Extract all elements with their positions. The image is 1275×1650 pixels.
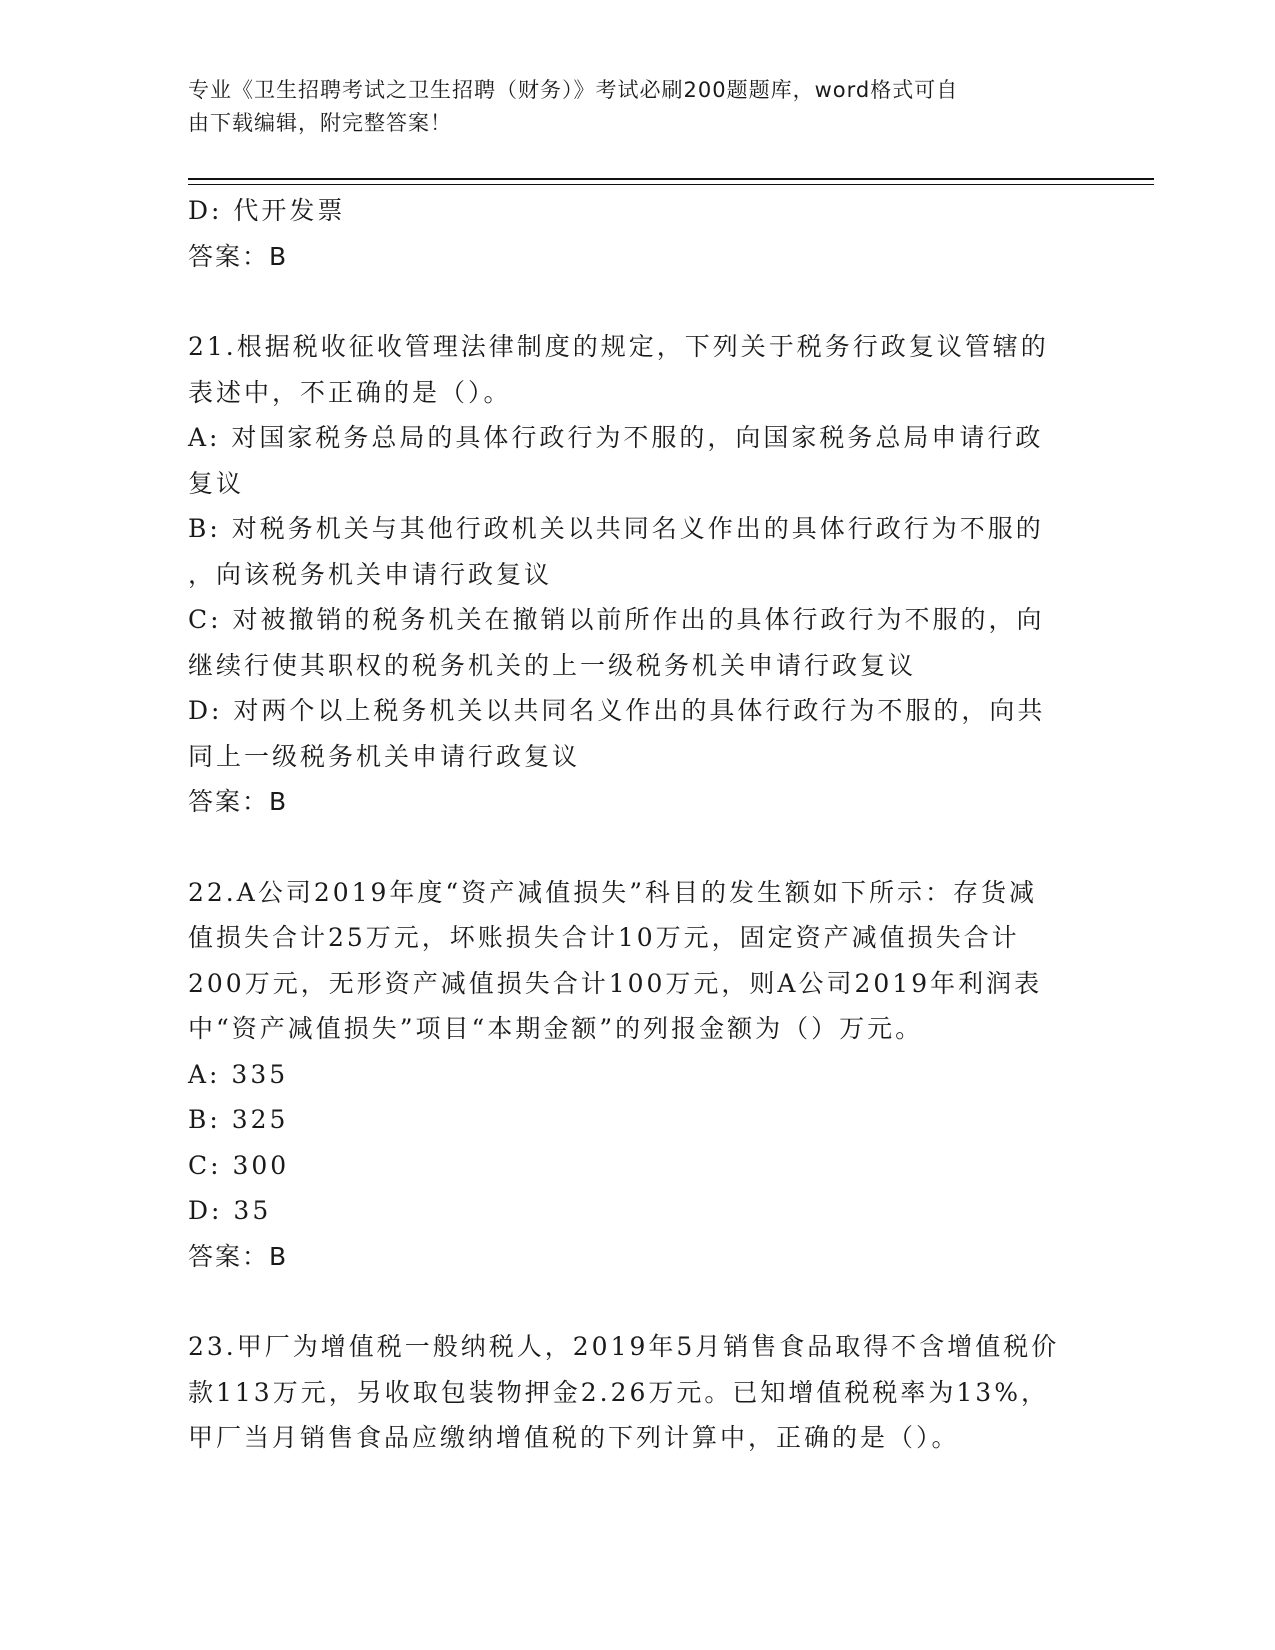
spacer — [188, 279, 1088, 324]
prev-option-d: D: 代开发票 — [188, 196, 346, 225]
question-content — [188, 188, 1088, 1461]
question-21 — [188, 324, 1088, 825]
question-stem-line: 中“资产减值损失”项目“本期金额”的列报金额为（）万元。 — [188, 1014, 924, 1043]
option-a-line: A: 对国家税务总局的具体行政行为不服的，向国家税务总局申请行政 — [188, 423, 1044, 452]
spacer — [188, 825, 1088, 870]
option-c-line: C: 300 — [188, 1150, 290, 1180]
header-line: 专业《卫生招聘考试之卫生招聘（财务）》考试必刷200题题库，word格式可自 — [188, 78, 959, 102]
option-c-line: 继续行使其职权的税务机关的上一级税务机关申请行政复议 — [188, 650, 917, 680]
question-stem-line: 值损失合计25万元，坏账损失合计10万元，固定资产减值损失合计 — [188, 923, 1020, 952]
question-22 — [188, 870, 1088, 1280]
option-b-line: ，向该税务机关申请行政复议 — [188, 559, 553, 589]
header-divider-thin — [188, 184, 1154, 185]
answer-line: 答案：B — [188, 787, 289, 816]
option-d-line: D: 35 — [188, 1196, 272, 1225]
question-stem-line: 甲厂当月销售食品应缴纳增值税的下列计算中，正确的是（）。 — [188, 1423, 960, 1452]
option-b-line: B: 325 — [188, 1105, 289, 1134]
answer-line: 答案：B — [188, 1241, 289, 1271]
document-header — [188, 74, 1068, 140]
option-b-line: B: 对税务机关与其他行政机关以共同名义作出的具体行政行为不服的 — [188, 514, 1044, 543]
option-a-line: 复议 — [188, 468, 245, 498]
question-stem-line: 表述中，不正确的是（）。 — [188, 377, 512, 407]
header-divider-thick — [188, 178, 1154, 180]
question-stem-line: 200万元，无形资产减值损失合计100万元，则A公司2019年利润表 — [188, 968, 1043, 998]
option-c-line: C: 对被撤销的税务机关在撤销以前所作出的具体行政行为不服的，向 — [188, 605, 1045, 634]
question-stem-line: 22.A公司2019年度“资产减值损失”科目的发生额如下所示：存货减 — [188, 877, 1037, 907]
spacer — [188, 1279, 1088, 1324]
question-stem-line: 款113万元，另收取包装物押金2.26万元。已知增值税税率为13%， — [188, 1377, 1049, 1407]
question-stem-line: 23.甲厂为增值税一般纳税人，2019年5月销售食品取得不含增值税价 — [188, 1332, 1060, 1361]
question-23 — [188, 1324, 1088, 1461]
option-d-line: D: 对两个以上税务机关以共同名义作出的具体行政行为不服的，向共 — [188, 696, 1046, 725]
header-line: 由下载编辑，附完整答案！ — [188, 111, 452, 135]
prev-answer: 答案：B — [188, 241, 289, 271]
option-a-line: A: 335 — [188, 1059, 289, 1089]
question-stem-line: 21.根据税收征收管理法律制度的规定，下列关于税务行政复议管辖的 — [188, 332, 1049, 361]
option-d-line: 同上一级税务机关申请行政复议 — [188, 741, 581, 771]
